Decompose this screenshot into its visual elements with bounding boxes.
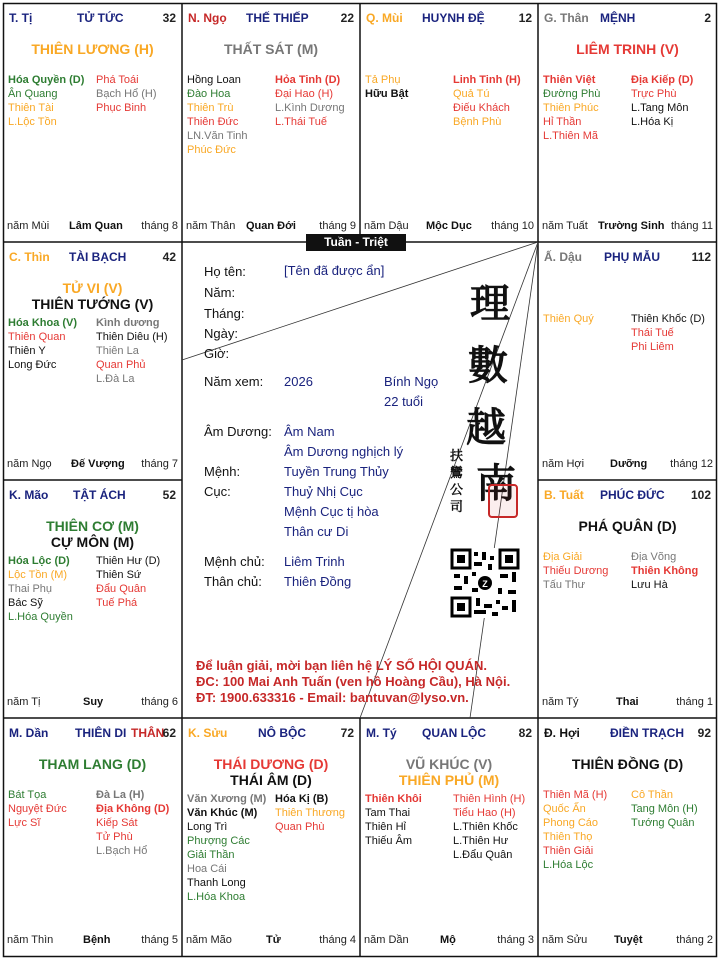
main-star: THIÊN PHỦ (M) bbox=[398, 772, 500, 788]
minor-star: Phi Liêm bbox=[631, 341, 674, 353]
minor-star: Long Đức bbox=[8, 359, 57, 371]
minor-star: LN.Văn Tinh bbox=[187, 130, 248, 142]
palace-year: năm Hợi bbox=[542, 458, 585, 470]
palace-year: năm Sửu bbox=[542, 934, 588, 946]
minor-star: Địa Kiếp (D) bbox=[631, 74, 694, 86]
minor-star: Đà La (H) bbox=[96, 789, 145, 801]
palace-number: 12 bbox=[518, 11, 532, 25]
main-star: VŨ KHÚC (V) bbox=[405, 756, 493, 772]
palace-branch: Đ. Hợi bbox=[544, 726, 580, 740]
minor-star: L.Đà La bbox=[96, 373, 135, 385]
palace-branch: K. Sửu bbox=[188, 726, 228, 740]
minor-star: Đào Hoa bbox=[187, 88, 231, 100]
main-star: THẤT SÁT (M) bbox=[223, 41, 319, 57]
palace-number: 72 bbox=[340, 726, 354, 740]
minor-star: Lưu Hà bbox=[631, 579, 668, 591]
palace-footer bbox=[7, 696, 178, 710]
truong-sinh-stage: Lâm Quan bbox=[69, 220, 123, 232]
calligraphy-char-2: 數 bbox=[468, 342, 508, 389]
minor-star: Thái Tuế bbox=[631, 327, 674, 339]
minor-star: Bạch Hổ (H) bbox=[96, 88, 157, 100]
minor-star: Bác Sỹ bbox=[8, 597, 43, 609]
stars-left-column bbox=[8, 788, 67, 830]
palace-cell bbox=[3, 480, 182, 718]
palace-footer bbox=[364, 934, 534, 948]
main-star: LIÊM TRINH (V) bbox=[576, 41, 679, 57]
minor-star: Thiên Giải bbox=[543, 845, 594, 857]
minor-star: Hoa Cái bbox=[187, 863, 227, 875]
minor-star: L.Tang Môn bbox=[631, 102, 689, 114]
nam-xem-label: Năm xem: bbox=[204, 374, 264, 389]
minor-star: Hóa Lộc (D) bbox=[8, 555, 70, 567]
red-seal bbox=[488, 484, 518, 518]
minor-star: Thiên Sứ bbox=[96, 569, 142, 581]
stars-right-column bbox=[96, 316, 168, 386]
palace-branch: M. Tý bbox=[366, 726, 397, 740]
palace-header bbox=[9, 726, 176, 740]
palace-cell bbox=[538, 242, 717, 480]
minor-star: Thiên Hư (D) bbox=[96, 555, 161, 567]
palace-year: năm Tý bbox=[542, 696, 579, 708]
truong-sinh-stage: Thai bbox=[616, 696, 639, 708]
stars-right-column bbox=[631, 312, 705, 354]
minor-star: Tử Phù bbox=[96, 831, 133, 843]
palace-branch: M. Dần bbox=[9, 726, 49, 740]
minor-star: Thiên Hỉ bbox=[365, 821, 406, 833]
minor-star: Thiên Diêu (H) bbox=[96, 331, 168, 343]
palace-year: năm Tuất bbox=[542, 220, 588, 232]
truong-sinh-stage: Bệnh bbox=[83, 934, 111, 946]
minor-star: Thiên Trù bbox=[187, 102, 234, 114]
am-duong-value-2: Âm Dương nghịch lý bbox=[284, 444, 404, 459]
palace-name: NÔ BỘC bbox=[258, 726, 306, 740]
palace-name: QUAN LỘC bbox=[422, 726, 486, 740]
palace-number: 22 bbox=[340, 11, 354, 25]
palace-footer bbox=[186, 220, 356, 234]
minor-star: Hóa Khoa (V) bbox=[8, 317, 78, 329]
minor-star: Văn Xương (M) bbox=[187, 793, 267, 805]
minor-star: Linh Tinh (H) bbox=[453, 74, 521, 86]
main-star: THIÊN LƯƠNG (H) bbox=[31, 41, 154, 57]
minor-star: L.Hóa Quyền bbox=[8, 611, 73, 623]
minor-star: Thiên La bbox=[96, 345, 139, 357]
minor-star: Thiếu Âm bbox=[365, 835, 413, 847]
palace-number: 32 bbox=[162, 11, 176, 25]
palace-footer bbox=[7, 220, 178, 234]
truong-sinh-stage: Đế Vượng bbox=[71, 458, 125, 470]
minor-star: L.Thiên Hư bbox=[453, 835, 509, 847]
palace-month: tháng 10 bbox=[491, 220, 534, 232]
minor-star: L.Lộc Tồn bbox=[8, 116, 57, 128]
minor-star: Thiên Thương bbox=[275, 807, 346, 819]
stars-right-column bbox=[631, 788, 698, 830]
minor-star: Hỉ Thần bbox=[543, 116, 582, 128]
truong-sinh-stage: Trường Sinh bbox=[598, 220, 665, 232]
than-marker: THÂN bbox=[131, 726, 165, 740]
truong-sinh-stage: Quan Đới bbox=[246, 220, 296, 232]
minor-star: Ân Quang bbox=[8, 88, 58, 100]
palace-name: THIÊN DI bbox=[75, 726, 127, 740]
main-star: THIÊN TƯỚNG (V) bbox=[31, 296, 154, 312]
minor-star: Lực Sĩ bbox=[8, 817, 41, 829]
minor-star: L.Hóa Lộc bbox=[543, 859, 594, 871]
minor-star: L.Bạch Hổ bbox=[96, 845, 148, 857]
truong-sinh-stage: Dưỡng bbox=[610, 458, 648, 470]
palace-year: năm Thìn bbox=[7, 934, 54, 946]
minor-star: Thiên Tài bbox=[8, 102, 54, 114]
main-star: THÁI ÂM (D) bbox=[230, 772, 312, 788]
palace-name: MỆNH bbox=[600, 11, 636, 25]
minor-star: Thiên Khốc (D) bbox=[631, 313, 705, 325]
palace-header bbox=[9, 250, 176, 264]
minor-star: Tiểu Hao (H) bbox=[453, 807, 516, 819]
minor-star: Tả Phụ bbox=[365, 74, 401, 86]
palace-year: năm Mùi bbox=[7, 220, 50, 232]
palace-month: tháng 2 bbox=[676, 934, 713, 946]
palace-footer bbox=[364, 220, 534, 234]
minor-star: Tang Môn (H) bbox=[631, 803, 698, 815]
palace-footer bbox=[542, 458, 713, 472]
calligraphy-char-3: 越 bbox=[466, 404, 506, 451]
truong-sinh-stage: Mộc Dục bbox=[426, 220, 472, 232]
minor-star: Quả Tú bbox=[453, 88, 490, 100]
palace-number: 2 bbox=[704, 11, 711, 25]
stars-right-column bbox=[453, 73, 521, 129]
palace-branch: B. Tuất bbox=[544, 488, 584, 502]
palace-cell bbox=[360, 718, 538, 956]
cuc-value: Thuỷ Nhị Cục bbox=[284, 484, 363, 499]
minor-star: L.Hóa Kị bbox=[631, 116, 674, 128]
stars-right-column bbox=[453, 792, 525, 862]
palace-cell bbox=[360, 3, 538, 242]
stars-left-column bbox=[365, 792, 422, 848]
truong-sinh-stage: Mộ bbox=[440, 934, 456, 946]
palace-footer bbox=[542, 696, 713, 710]
palace-footer bbox=[186, 934, 356, 948]
minor-star: Giải Thần bbox=[187, 849, 235, 861]
palace-cell bbox=[538, 3, 717, 242]
stars-right-column bbox=[96, 73, 157, 115]
palace-branch: N. Ngọ bbox=[188, 11, 227, 25]
minor-star: Bát Tọa bbox=[8, 789, 47, 801]
main-star: THÁI DƯƠNG (D) bbox=[213, 756, 329, 772]
minor-star: Hóa Kị (B) bbox=[275, 793, 329, 805]
minor-star: Thiên Y bbox=[8, 345, 46, 357]
minor-star: Điếu Khách bbox=[453, 102, 510, 114]
palace-branch: Ấ. Dậu bbox=[544, 250, 583, 264]
contact-line-3: ĐT: 1900.633316 - Email: bantuvan@lyso.vn. bbox=[196, 690, 469, 705]
palace-header bbox=[188, 11, 354, 25]
minor-star: Thiên Quan bbox=[8, 331, 66, 343]
minor-star: Phong Cáo bbox=[543, 817, 599, 829]
minor-star: L.Đẩu Quân bbox=[453, 849, 513, 861]
palace-branch: K. Mão bbox=[9, 488, 49, 502]
palace-number: 92 bbox=[697, 726, 711, 740]
stars-right-column bbox=[631, 73, 693, 129]
cuc-label: Cục: bbox=[204, 484, 231, 499]
ngay-label: Ngày: bbox=[204, 326, 238, 341]
stars-left-column bbox=[187, 73, 248, 157]
palace-year: năm Ngọ bbox=[7, 458, 52, 470]
minor-star: Thai Phụ bbox=[8, 583, 53, 595]
palace-cell bbox=[182, 3, 360, 242]
palace-branch: Q. Mùi bbox=[366, 11, 403, 25]
minor-star: Quốc Ấn bbox=[543, 803, 586, 815]
minor-star: L.Kình Dương bbox=[275, 102, 345, 114]
minor-star: Hóa Quyền (D) bbox=[8, 74, 85, 86]
palace-cell bbox=[3, 718, 182, 956]
menh-chu-value: Liêm Trinh bbox=[284, 554, 345, 569]
palace-year: năm Mão bbox=[186, 934, 232, 946]
palace-number: 42 bbox=[162, 250, 176, 264]
minor-star: Tam Thai bbox=[365, 807, 411, 819]
palace-month: tháng 8 bbox=[141, 220, 178, 232]
palace-year: năm Dần bbox=[364, 934, 409, 946]
minor-star: Thanh Long bbox=[187, 877, 246, 889]
palace-name: HUYNH ĐỆ bbox=[422, 11, 485, 25]
palace-footer bbox=[7, 934, 178, 948]
minor-star: Phượng Các bbox=[187, 835, 250, 847]
palace-month: tháng 7 bbox=[141, 458, 178, 470]
stars-left-column bbox=[543, 550, 608, 592]
stars-left-column bbox=[8, 73, 84, 129]
palace-header bbox=[366, 726, 532, 740]
palace-month: tháng 1 bbox=[676, 696, 713, 708]
truong-sinh-stage: Tuyệt bbox=[614, 934, 643, 946]
minor-star: Quan Phủ bbox=[96, 359, 146, 371]
palace-number: 102 bbox=[690, 488, 711, 502]
minor-star: Thiên Việt bbox=[543, 74, 596, 86]
minor-star: Cô Thần bbox=[631, 789, 673, 801]
palace-month: tháng 4 bbox=[319, 934, 356, 946]
stars-right-column bbox=[96, 554, 160, 610]
stars-left-column bbox=[8, 316, 77, 372]
palace-month: tháng 12 bbox=[670, 458, 713, 470]
palace-header bbox=[366, 11, 532, 25]
palace-header bbox=[544, 488, 711, 502]
stars-left-column bbox=[543, 312, 594, 326]
minor-star: Văn Khúc (M) bbox=[187, 807, 258, 819]
minor-star: Nguyệt Đức bbox=[8, 803, 67, 815]
palace-number: 62 bbox=[162, 726, 176, 740]
palace-header bbox=[544, 250, 711, 264]
palace-header bbox=[188, 726, 354, 740]
palace-branch: C. Thìn bbox=[9, 250, 50, 264]
nam-label: Năm: bbox=[204, 285, 236, 300]
main-star: THAM LANG (D) bbox=[38, 756, 147, 772]
palace-name: PHỤ MẪU bbox=[604, 250, 660, 264]
menh-chu-label: Mệnh chủ: bbox=[204, 554, 265, 569]
minor-star: Kình dương bbox=[96, 317, 160, 329]
thang-label: Tháng: bbox=[204, 306, 245, 321]
menh-label: Mệnh: bbox=[204, 464, 241, 479]
cuc-value-2: Mệnh Cục tị hòa bbox=[284, 504, 379, 519]
ho-ten-value: [Tên đã được ẩn] bbox=[284, 263, 385, 278]
palace-footer bbox=[542, 220, 713, 234]
minor-star: Tấu Thư bbox=[543, 579, 586, 591]
palace-year: năm Dậu bbox=[364, 220, 409, 232]
minor-star: Hồng Loan bbox=[187, 74, 241, 86]
stars-left-column bbox=[365, 73, 408, 101]
minor-star: Thiên Khôi bbox=[365, 793, 422, 805]
stars-left-column bbox=[543, 73, 600, 143]
contact-line-2: ĐC: 100 Mai Anh Tuấn (ven hồ Hoàng Cầu), Hà Nội. bbox=[196, 674, 511, 689]
seal-text: 扶鸞公司 bbox=[450, 449, 464, 515]
palace-name: ĐIỀN TRẠCH bbox=[610, 726, 684, 740]
contact-line-1: Để luận giải, mời bạn liên hệ LÝ SỐ HỘI QUÁN. bbox=[196, 658, 487, 673]
gio-label: Giờ: bbox=[204, 346, 230, 361]
am-duong-label: Âm Dương: bbox=[204, 424, 272, 439]
palace-name: TẬT ÁCH bbox=[73, 488, 126, 502]
cuc-value-3: Thân cư Di bbox=[284, 524, 349, 539]
tuoi-value: 22 tuổi bbox=[384, 394, 424, 409]
minor-star: Thiên Không bbox=[631, 565, 699, 577]
palace-header bbox=[9, 488, 176, 502]
palace-branch: T. Tị bbox=[9, 11, 33, 25]
minor-star: Đẩu Quân bbox=[96, 583, 147, 595]
minor-star: Thiên Thọ bbox=[543, 831, 593, 843]
minor-star: Thiên Mã (H) bbox=[543, 789, 608, 801]
qr-code[interactable] bbox=[450, 548, 520, 618]
palace-number: 112 bbox=[691, 250, 711, 264]
palace-header bbox=[544, 726, 711, 740]
palace-cell bbox=[3, 3, 182, 242]
svg-text:Z: Z bbox=[482, 579, 488, 589]
palace-name: TÀI BẠCH bbox=[69, 250, 127, 264]
tuan-triet-label: Tuần - Triệt bbox=[306, 234, 406, 251]
palace-number: 82 bbox=[518, 726, 532, 740]
palace-month: tháng 3 bbox=[497, 934, 534, 946]
minor-star: Địa Giải bbox=[543, 551, 583, 563]
palace-cell bbox=[182, 718, 360, 956]
minor-star: Đường Phù bbox=[543, 88, 601, 100]
main-star: THIÊN ĐỒNG (D) bbox=[571, 756, 684, 772]
minor-star: Thiên Hình (H) bbox=[453, 793, 526, 805]
palace-branch: G. Thân bbox=[544, 11, 589, 25]
truong-sinh-stage: Suy bbox=[83, 696, 104, 708]
main-star: TỬ VI (V) bbox=[62, 280, 123, 296]
palace-year: năm Tị bbox=[7, 696, 41, 708]
minor-star: L.Hóa Khoa bbox=[187, 891, 246, 903]
calligraphy-char-1: 理 bbox=[470, 280, 510, 327]
minor-star: Trực Phù bbox=[631, 88, 677, 100]
stars-left-column bbox=[543, 788, 607, 872]
palace-cell bbox=[3, 242, 182, 480]
minor-star: Phúc Đức bbox=[187, 144, 236, 156]
minor-star: Phá Toái bbox=[96, 74, 139, 86]
minor-star: L.Thiên Khốc bbox=[453, 821, 518, 833]
minor-star: Quan Phù bbox=[275, 821, 325, 833]
calligraphy-char-4: 南 bbox=[476, 460, 516, 507]
palace-number: 52 bbox=[162, 488, 176, 502]
can-chi-value: Bính Ngọ bbox=[384, 374, 439, 389]
minor-star: Bệnh Phù bbox=[453, 116, 502, 128]
minor-star: Thiên Phúc bbox=[543, 102, 599, 114]
minor-star: Thiếu Dương bbox=[543, 565, 609, 577]
minor-star: Thiên Đức bbox=[187, 116, 239, 128]
than-chu-label: Thân chủ: bbox=[204, 574, 262, 589]
am-duong-value: Âm Nam bbox=[284, 424, 335, 439]
minor-star: L.Thái Tuế bbox=[275, 116, 327, 128]
main-star: THIÊN CƠ (M) bbox=[46, 518, 139, 534]
stars-left-column bbox=[187, 792, 266, 904]
minor-star: Địa Võng bbox=[631, 551, 677, 563]
stars-right-column bbox=[96, 788, 169, 858]
minor-star: Lộc Tồn (M) bbox=[8, 569, 68, 581]
palace-month: tháng 9 bbox=[319, 220, 356, 232]
minor-star: Tướng Quân bbox=[631, 817, 695, 829]
minor-star: Đại Hao (H) bbox=[275, 88, 334, 100]
palace-footer bbox=[542, 934, 713, 948]
palace-header bbox=[9, 11, 176, 25]
minor-star: Hỏa Tinh (D) bbox=[275, 74, 341, 86]
stars-right-column bbox=[631, 550, 698, 592]
palace-header bbox=[544, 11, 711, 25]
minor-star: L.Thiên Mã bbox=[543, 130, 599, 142]
minor-star: Long Trì bbox=[187, 821, 228, 833]
palace-name: PHÚC ĐỨC bbox=[600, 488, 665, 502]
palace-year: năm Thân bbox=[186, 220, 236, 232]
palace-month: tháng 5 bbox=[141, 934, 178, 946]
menh-value: Tuyền Trung Thủy bbox=[284, 464, 389, 479]
palace-month: tháng 11 bbox=[670, 220, 713, 232]
palace-month: tháng 6 bbox=[141, 696, 178, 708]
palace-cell bbox=[538, 718, 717, 956]
stars-right-column bbox=[275, 73, 345, 129]
minor-star: Thiên Quý bbox=[543, 313, 594, 325]
palace-cell bbox=[538, 480, 717, 718]
minor-star: Hữu Bật bbox=[365, 88, 409, 100]
minor-star: Tuế Phá bbox=[96, 597, 138, 609]
minor-star: Kiếp Sát bbox=[96, 817, 138, 829]
stars-left-column bbox=[8, 554, 73, 624]
palace-name: THẾ THIẾP bbox=[246, 11, 309, 25]
palace-footer bbox=[7, 458, 178, 472]
minor-star: Phục Binh bbox=[96, 102, 147, 114]
than-chu-value: Thiên Đồng bbox=[284, 574, 352, 589]
palace-name: TỬ TỨC bbox=[77, 11, 124, 25]
truong-sinh-stage: Tử bbox=[266, 934, 281, 946]
stars-right-column bbox=[275, 792, 345, 834]
nam-xem-value: 2026 bbox=[284, 374, 313, 389]
main-star: CỰ MÔN (M) bbox=[50, 534, 135, 550]
ho-ten-label: Họ tên: bbox=[204, 264, 246, 279]
minor-star: Địa Không (D) bbox=[96, 803, 170, 815]
main-star: PHÁ QUÂN (D) bbox=[578, 518, 677, 534]
